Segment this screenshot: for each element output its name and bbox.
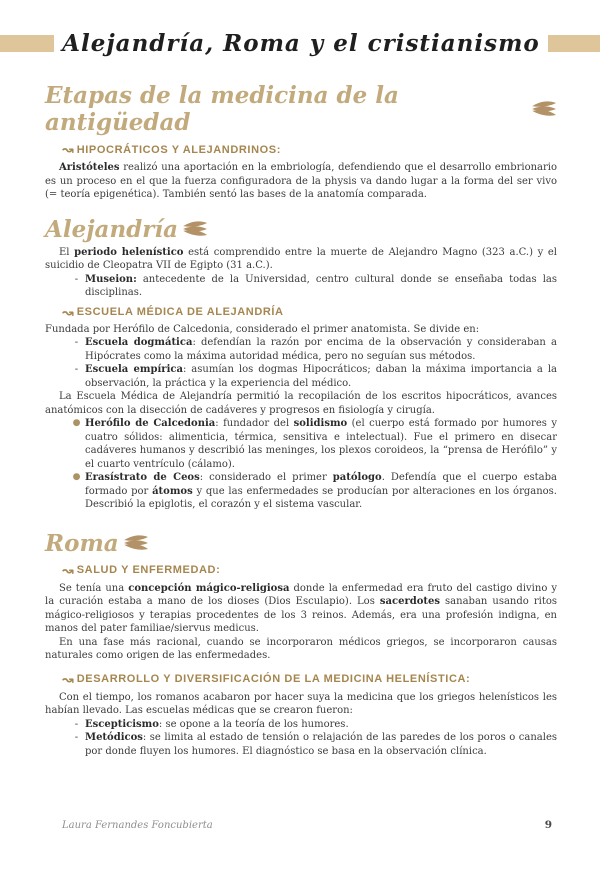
wave-arrow-icon: ↝ bbox=[62, 141, 74, 157]
subheading-salud-enfermedad-label: SALUD Y ENFERMEDAD: bbox=[76, 564, 221, 576]
subheading-escuela-medica bbox=[62, 304, 557, 321]
bullet-marker: ● bbox=[72, 472, 81, 482]
list-item-empirica bbox=[45, 363, 557, 390]
paragraph-fase-racional: En una fase más racional, cuando se incorporaron médicos griegos, se incorporaron causas naturales como origen de las enfermedades. bbox=[45, 636, 557, 661]
dash-marker: - bbox=[74, 337, 79, 348]
leaf-icon bbox=[123, 531, 149, 555]
paragraph-fundada: Fundada por Herófilo de Calcedonia, considerado el primer anatomista. Se divide en: bbox=[45, 323, 480, 335]
list-item-herofilo-text: Herófilo de Calcedonia: fundador del solidismo (el cuerpo está formado por humores y cuatro sólidos: alimenticia, térmica, sensitiva e intelectual). Fue el primero en disecar cadáveres humanos y describió las meninges, los plexos coroideos, la “prensa de Herófilo” y el cuarto ventrículo (cálamo). bbox=[85, 418, 557, 470]
list-item-museion-text: Museion: antecedente de la Universidad, centro cultural donde se enseñaba todas las disciplinas. bbox=[85, 273, 557, 298]
page-header bbox=[0, 28, 600, 58]
bullet-marker: ● bbox=[72, 418, 81, 428]
heading-alejandria-label: Alejandría bbox=[45, 215, 179, 243]
page-title: Alejandría, Roma y el cristianismo bbox=[62, 29, 540, 57]
heading-roma-label: Roma bbox=[45, 529, 119, 557]
document-content bbox=[0, 82, 600, 758]
heading-etapas-label: Etapas de la medicina de la antigüedad bbox=[45, 82, 399, 136]
wave-arrow-icon: ↝ bbox=[62, 561, 74, 578]
leaf-icon bbox=[182, 217, 208, 241]
list-item-herofilo bbox=[45, 417, 557, 471]
list-item-metodicos-text: Metódicos: se limita al estado de tensión o relajación de las paredes de los poros o canales por donde fluyen los humores. El diagnóstico se basa en la observación clínica. bbox=[85, 732, 557, 757]
header-accent-bar-left bbox=[0, 35, 54, 52]
heading-alejandria bbox=[45, 216, 557, 243]
subheading-desarrollo-diversificacion-label: DESARROLLO Y DIVERSIFICACIÓN DE LA MEDICINA HELENÍSTICA: bbox=[76, 673, 471, 685]
wave-arrow-icon: ↝ bbox=[62, 303, 74, 320]
list-item-erasistrato-text: Erasístrato de Ceos: considerado el primer patólogo. Defendía que el cuerpo estaba formado por átomos y que las enfermedades se producían por alteraciones en los órganos. Describió la epiglotis, el corazón y el sistema vascular. bbox=[85, 472, 558, 510]
list-item-escepticismo-text: Escepticismo: se opone a la teoría de los humores. bbox=[85, 718, 349, 730]
footer-author: Laura Fernandes Foncubierta bbox=[62, 820, 213, 831]
subheading-salud-enfermedad bbox=[62, 562, 557, 579]
subheading-desarrollo-diversificacion bbox=[62, 671, 557, 688]
dash-marker: - bbox=[74, 273, 79, 285]
header-accent-bar-right bbox=[548, 35, 600, 52]
page-footer bbox=[62, 819, 552, 831]
dash-marker: - bbox=[74, 718, 79, 730]
subheading-hipocraticos-label: HIPOCRÁTICOS Y ALEJANDRINOS: bbox=[76, 143, 281, 156]
document-page bbox=[0, 28, 600, 876]
paragraph-concepcion-magico: Se tenía una concepción mágico-religiosa donde la enfermedad era fruto del castigo divino y la curación estaba a mano de los dioses (Dios Esculapio). Los sacerdotes sanaban usando ritos mágico-religiosos y terapias procedentes de los 3 reinos. Además, era una profesión indigna, en manos del pater familiae/siervus medicus. bbox=[45, 582, 558, 634]
paragraph-con-el-tiempo: Con el tiempo, los romanos acabaron por hacer suya la medicina que los griegos helenísticos les habían llevado. Las escuelas médicas que se crearon fueron: bbox=[45, 691, 557, 716]
list-item-dogmatica-text: Escuela dogmática: defendían la razón por encima de la observación y consideraban a Hipócrates como la máxima autoridad médica, pero no seguían sus métodos. bbox=[85, 337, 558, 362]
paragraph-periodo-helenistico: El periodo helenístico está comprendido entre la muerte de Alejandro Magno (323 a.C.) y el suicidio de Cleopatra VII de Egipto (31 a.C.). bbox=[45, 246, 558, 271]
list-item-dogmatica bbox=[45, 336, 557, 363]
list-item-metodicos bbox=[45, 731, 557, 758]
list-item-empirica-text: Escuela empírica: asumían los dogmas Hipocráticos; daban la máxima importancia a la observación, la práctica y la experiencia del médico. bbox=[85, 364, 557, 389]
footer-page-number: 9 bbox=[544, 819, 552, 831]
paragraph-escuela-medica-recopilacion: La Escuela Médica de Alejandría permitió la recopilación de los escritos hipocráticos, avances anatómicos con la disección de cadáveres y progresos en fisiología y cirugía. bbox=[45, 391, 557, 416]
list-item-erasistrato bbox=[45, 471, 557, 512]
list-item-escepticismo bbox=[45, 718, 557, 732]
subheading-hipocraticos bbox=[62, 141, 557, 158]
dash-marker: - bbox=[74, 364, 79, 375]
list-item-museion bbox=[45, 273, 557, 300]
heading-etapas bbox=[45, 82, 557, 136]
wave-arrow-icon: ↝ bbox=[62, 670, 74, 687]
paragraph-aristoteles: Aristóteles realizó una aportación en la embriología, defendiendo que el desarrollo embrionario es un proceso en el que la fuerza configuradora de la physis va dando lugar a la forma del ser vivo (= teoría epigenética). También sentó las bases de la anatomía comparada. bbox=[45, 162, 557, 200]
leaf-icon bbox=[531, 97, 557, 121]
subheading-escuela-medica-label: ESCUELA MÉDICA DE ALEJANDRÍA bbox=[76, 306, 284, 318]
heading-roma bbox=[45, 530, 557, 557]
dash-marker: - bbox=[74, 732, 79, 743]
